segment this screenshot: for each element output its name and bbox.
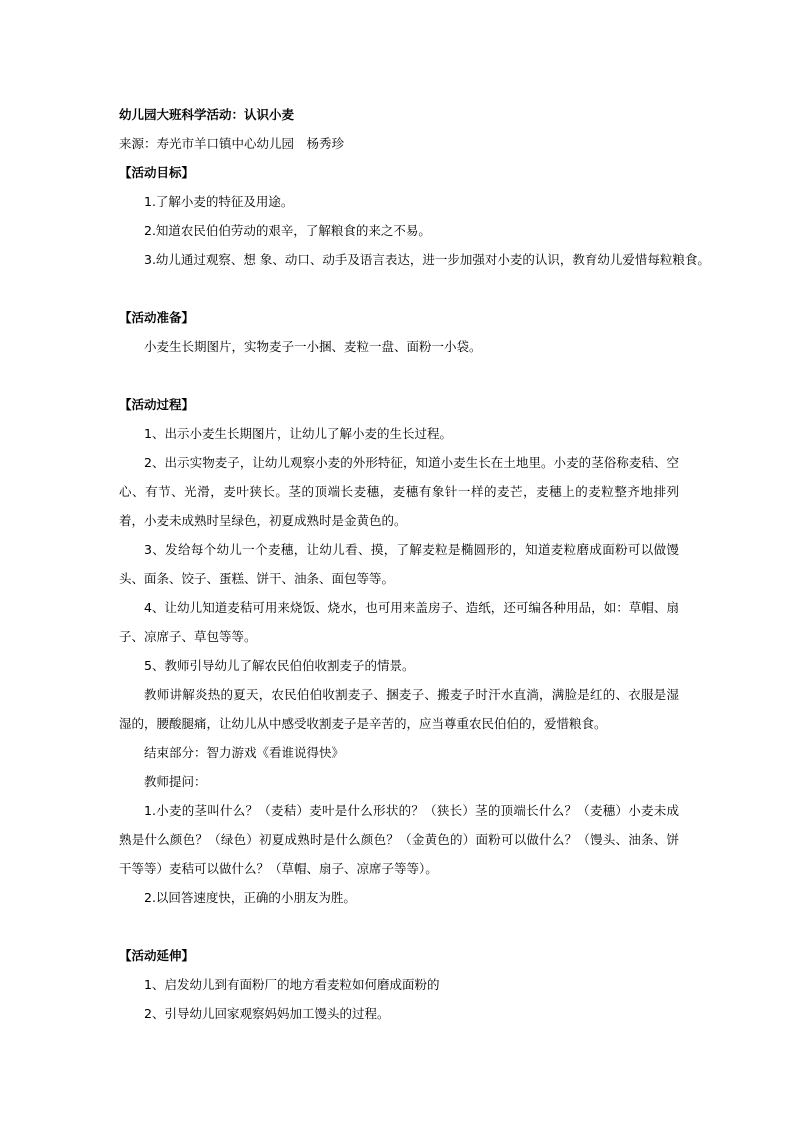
goals-heading: 【活动目标】 [119,165,195,180]
document-body [119,100,710,1028]
goal-item-3: 3.幼儿通过观察、想 象、动口、动手及语言表达，进一步加强对小麦的认识，教育幼儿爱惜每粒粮食。 [144,252,710,267]
process-step-3: 3、发给每个幼儿一个麦穗，让幼儿看、摸，了解麦粒是椭圆形的，知道麦粒磨成面粉可以做馒头、面条、饺子、蛋糕、饼干、油条、面包等等。 [119,542,679,586]
spacer [119,912,679,941]
extension-item-1: 1、启发幼儿到有面粉厂的地方看麦粒如何磨成面粉的 [144,977,440,992]
process-step-4: 4、让幼儿知道麦秸可用来烧饭、烧水，也可用来盖房子、造纸，还可编各种用品，如：草帽、扇子、凉席子、草包等等。 [119,600,679,644]
extension-heading: 【活动延伸】 [119,948,195,963]
question-1: 1.小麦的茎叫什么？（麦秸）麦叶是什么形状的？（狭长）茎的顶端长什么？（麦穗）小麦未成熟是什么颜色？（绿色）初夏成熟时是什么颜色？（金黄色的）面粉可以做什么？（馒头、油条、饼干等等）麦秸可以做什么？（草帽、扇子、凉席子等等）。 [119,803,679,876]
teacher-explanation: 教师讲解炎热的夏天，农民伯伯收割麦子、捆麦子、搬麦子时汗水直淌，满脸是红的、衣服是湿湿的，腰酸腿痛，让幼儿从中感受收割麦子是辛苦的，应当尊重农民伯伯的，爱惜粮食。 [119,687,679,731]
spacer [119,361,679,390]
document-title: 幼儿园大班科学活动：认识小麦 [119,107,295,122]
process-heading: 【活动过程】 [119,397,195,412]
spacer [119,274,679,303]
process-step-5: 5、教师引导幼儿了解农民伯伯收割麦子的情景。 [144,658,415,673]
teacher-questions-label: 教师提问： [144,774,207,789]
document-source: 来源：寿光市羊口镇中心幼儿园 杨秀珍 [119,136,345,151]
prep-heading: 【活动准备】 [119,310,195,325]
process-step-2: 2、出示实物麦子，让幼儿观察小麦的外形特征，知道小麦生长在土地里。小麦的茎俗称麦秸、空心、有节、光滑，麦叶狭长。茎的顶端长麦穗，麦穗有象针一样的麦芒，麦穗上的麦粒整齐地排列着，小麦未成熟时呈绿色，初夏成熟时是金黄色的。 [119,455,679,528]
extension-item-2: 2、引导幼儿回家观察妈妈加工馒头的过程。 [144,1006,390,1021]
process-step-1: 1、出示小麦生长期图片，让幼儿了解小麦的生长过程。 [144,426,452,441]
goal-item-1: 1.了解小麦的特征及用途。 [144,194,294,209]
ending-section: 结束部分：智力游戏《看谁说得快》 [144,745,345,760]
goal-item-2: 2.知道农民伯伯劳动的艰辛，了解粮食的来之不易。 [144,223,431,238]
question-2: 2.以回答速度快，正确的小朋友为胜。 [144,890,356,905]
prep-text: 小麦生长期图片，实物麦子一小捆、麦粒一盘、面粉一小袋。 [144,339,482,354]
